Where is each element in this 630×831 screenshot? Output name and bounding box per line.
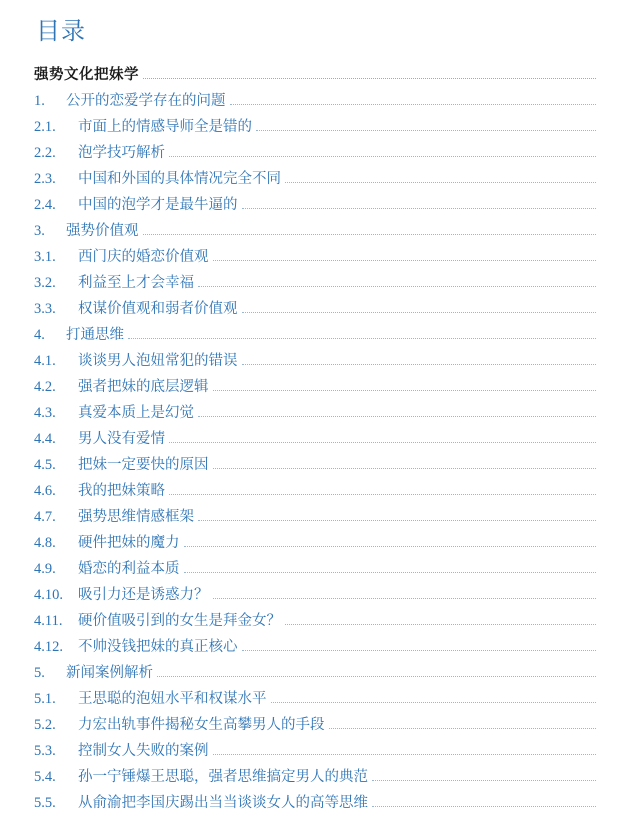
toc-entry-label: 控制女人失败的案例	[78, 743, 209, 759]
toc-leader-dots	[143, 78, 596, 79]
toc-entry-label: 真爱本质上是幻觉	[78, 405, 194, 422]
toc-entry-number: 4.4.	[34, 431, 56, 448]
toc-entry-label: 孙一宁锤爆王思聪，强者思维搞定男人的典范	[78, 768, 368, 785]
toc-leader-dots	[198, 416, 596, 417]
toc-entry-number: 4.6.	[34, 483, 56, 500]
toc-entry-label: 强者把妹的底层逻辑	[78, 379, 209, 396]
toc-entry[interactable]	[34, 323, 596, 349]
toc-entry-number: 3.1.	[34, 249, 56, 266]
toc-leader-dots	[242, 208, 597, 209]
toc-leader-dots	[329, 728, 597, 729]
toc-entry[interactable]	[34, 271, 596, 297]
toc-entry-label: 王思聪的泡妞水平和权谋水平	[78, 691, 267, 708]
toc-leader-dots	[143, 234, 597, 235]
toc-entry-number: 3.2.	[34, 275, 56, 292]
toc-entry-label: 我的把妹策略	[78, 483, 165, 500]
toc-entry[interactable]	[34, 686, 596, 712]
toc-entry[interactable]	[34, 401, 596, 427]
toc-entry-number: 4.5.	[34, 457, 56, 474]
toc-leader-dots	[372, 806, 596, 807]
toc-leader-dots	[213, 754, 597, 755]
toc-leader-dots	[213, 260, 597, 261]
toc-leader-dots	[242, 312, 597, 313]
toc-entry[interactable]	[34, 738, 596, 764]
toc-leader-dots	[271, 702, 597, 703]
toc-entry[interactable]	[34, 712, 596, 738]
toc-entry[interactable]	[34, 219, 596, 245]
toc-leader-dots	[128, 338, 596, 339]
toc-entry-number: 1.	[34, 93, 45, 110]
toc-entry-label: 权谋价值观和弱者价值观	[78, 301, 238, 318]
toc-entry[interactable]	[34, 193, 596, 219]
toc-entry[interactable]	[34, 141, 596, 167]
toc-leader-dots	[285, 624, 596, 625]
toc-entry-label: 从俞渝把李国庆踢出当当谈谈女人的高等思维	[78, 794, 368, 811]
toc-leader-dots	[256, 130, 596, 131]
toc-entry-label: 西门庆的婚恋价值观	[78, 249, 209, 266]
toc-entry-number: 5.1.	[34, 691, 56, 708]
toc-entry[interactable]	[34, 375, 596, 401]
toc-entry[interactable]	[34, 453, 596, 479]
toc-entry[interactable]	[34, 479, 596, 505]
toc-entry-number: 4.9.	[34, 561, 56, 578]
toc-entry-number: 2.1.	[34, 119, 56, 136]
toc-entry-number: 4.3.	[34, 405, 56, 422]
toc-entry-number: 2.2.	[34, 145, 56, 162]
toc-entry-label: 利益至上才会幸福	[78, 275, 194, 292]
toc-entry[interactable]	[34, 583, 596, 609]
toc-entry-label: 市面上的情感导师全是错的	[78, 119, 252, 136]
toc-entry[interactable]	[34, 167, 596, 193]
toc-entry[interactable]	[34, 660, 596, 686]
toc-entry-label: 泡学技巧解析	[78, 145, 165, 162]
toc-entry-number: 4.1.	[34, 353, 56, 370]
toc-entry-label: 公开的恋爱学存在的问题	[66, 93, 226, 110]
table-of-contents	[34, 61, 596, 817]
toc-entry-number: 2.4.	[34, 197, 56, 214]
toc-entry[interactable]	[34, 427, 596, 453]
toc-leader-dots	[157, 676, 596, 677]
toc-entry[interactable]	[34, 608, 596, 634]
toc-leader-dots	[184, 546, 597, 547]
toc-leader-dots	[198, 286, 596, 287]
toc-leader-dots	[213, 598, 597, 599]
toc-leader-dots	[169, 442, 596, 443]
toc-entry[interactable]	[34, 89, 596, 115]
toc-leader-dots	[230, 104, 597, 105]
toc-leader-dots	[198, 520, 596, 521]
toc-leader-dots	[285, 182, 596, 183]
toc-entry[interactable]	[34, 297, 596, 323]
toc-leader-dots	[169, 156, 596, 157]
toc-leader-dots	[242, 364, 597, 365]
toc-leader-dots	[242, 650, 597, 651]
toc-entry-label: 强势文化把妹学	[34, 66, 139, 83]
toc-entry-number: 5.3.	[34, 743, 56, 759]
toc-leader-dots	[169, 494, 596, 495]
toc-entry-label: 硬件把妹的魔力	[78, 535, 180, 552]
toc-entry-number: 5.2.	[34, 717, 56, 734]
toc-entry-number: 4.8.	[34, 535, 56, 552]
toc-entry[interactable]	[34, 115, 596, 141]
toc-entry-number: 2.3.	[34, 171, 56, 188]
toc-entry-number: 3.3.	[34, 301, 56, 318]
toc-entry-label: 把妹一定要快的原因	[78, 457, 209, 474]
toc-entry-number: 5.4.	[34, 768, 56, 785]
toc-entry-label: 硬价值吸引到的女生是拜金女？	[78, 613, 281, 630]
toc-entry[interactable]	[34, 557, 596, 583]
toc-leader-dots	[184, 572, 597, 573]
toc-entry-number: 3.	[34, 223, 45, 240]
toc-entry[interactable]	[34, 790, 596, 816]
toc-entry[interactable]	[34, 634, 596, 660]
toc-entry-number: 4.10.	[34, 587, 63, 604]
toc-entry-number: 4.11.	[34, 613, 63, 630]
toc-entry-label: 吸引力还是诱惑力？	[78, 587, 209, 604]
toc-leader-dots	[213, 390, 597, 391]
toc-entry-label: 男人没有爱情	[78, 431, 165, 448]
toc-leader-dots	[372, 780, 596, 781]
toc-entry-label: 打通思维	[66, 327, 124, 344]
toc-entry[interactable]	[34, 764, 596, 790]
toc-entry-label: 新闻案例解析	[66, 665, 153, 682]
toc-entry[interactable]	[34, 505, 596, 531]
toc-entry-label: 不帅没钱把妹的真正核心	[78, 639, 238, 656]
toc-entry[interactable]	[34, 531, 596, 557]
toc-entry-label: 中国的泡学才是最牛逼的	[78, 197, 238, 214]
toc-entry-number: 4.12.	[34, 639, 63, 656]
toc-entry-number: 4.	[34, 327, 45, 344]
page-title: 目录	[36, 19, 86, 45]
toc-entry-label: 力宏出轨事件揭秘女生高攀男人的手段	[78, 717, 325, 734]
toc-entry-label: 婚恋的利益本质	[78, 561, 180, 578]
toc-entry-label: 强势思维情感框架	[78, 509, 194, 526]
toc-entry-label: 中国和外国的具体情况完全不同	[78, 171, 281, 188]
toc-entry-number: 4.2.	[34, 379, 56, 396]
toc-entry[interactable]	[34, 245, 596, 271]
toc-entry-label: 强势价值观	[66, 223, 139, 240]
toc-entry-number: 5.	[34, 665, 45, 682]
toc-entry-label: 谈谈男人泡妞常犯的错误	[78, 353, 238, 370]
toc-leader-dots	[213, 468, 597, 469]
toc-entry[interactable]	[34, 61, 596, 89]
toc-entry-number: 5.5.	[34, 794, 56, 811]
toc-entry-number: 4.7.	[34, 509, 56, 526]
toc-entry[interactable]	[34, 349, 596, 375]
